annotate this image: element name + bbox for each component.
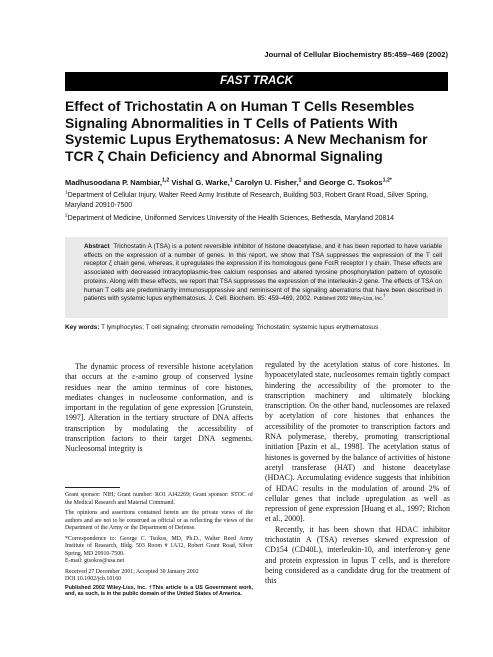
abstract bbox=[65, 237, 448, 304]
body-column-left bbox=[65, 362, 253, 455]
email-footnote: E-mail: gtsokos@usa.net bbox=[65, 558, 125, 564]
abstract-label: Abstract bbox=[84, 243, 110, 250]
author-name: and George C. Tsokos bbox=[301, 178, 383, 187]
author-affiliation-marker: 1,2 bbox=[382, 177, 390, 184]
grant-footnote: Grant sponsor: NIH; Grant number: RO1 AI42269; Grant sponsor: STOC of the Medical Research and Material Command. bbox=[65, 492, 253, 506]
received-date: Received 27 December 2001; Accepted 30 January 2002 bbox=[65, 568, 199, 575]
affiliations bbox=[65, 191, 445, 226]
publisher-note-mark: † bbox=[383, 293, 386, 299]
keywords-text: T lymphocytes; T cell signaling; chromatin remodeling; Trichostatin; systemic lupus erythematosus bbox=[101, 324, 379, 331]
body-paragraph: Recently, it has been shown that HDAC inhibitor trichostatin A (TSA) reverses skewed expression of CD154 (CD40L), interleukin-10, and interferon-γ gene and protein expression in lupus T cells, and is therefore being considered as a candidate drug for the treatment of this bbox=[265, 524, 450, 586]
body-column-right bbox=[265, 360, 450, 587]
author-name: Vishal G. Warke, bbox=[169, 178, 230, 187]
abstract-box bbox=[65, 237, 448, 318]
fast-track-banner: FAST TRACK bbox=[65, 72, 448, 91]
footnotes bbox=[65, 492, 253, 601]
corresponding-author-marker: * bbox=[389, 177, 392, 184]
affiliation-text: Department of Cellular Injury, Walter Reed Army Institute of Research, Building 503, Robert Grant Road, Silver Spring, Maryland 20910-7500 bbox=[65, 192, 429, 209]
keywords-label: Key words: bbox=[65, 324, 100, 331]
disclaimer-footnote: The opinions and assertions contained herein are the private views of the authors and are not to be construed as official or as reflecting the views of the Department of the Army or the Department of Defense. bbox=[65, 510, 253, 531]
affiliation bbox=[65, 191, 445, 211]
body-paragraph: The dynamic process of reversible histone acetylation that occurs at the ε-amino group of conserved lysine residues near the amino terminus of core histones, mediates changes in nucleosome conformation, and is important in the regulation of gene expression [Grunstein, 1997]. Alteration in the tertiary structure of DNA affects transcription by modulating the accessibility of transcription factors to their target DNA segments. Nucleosomal integrity is bbox=[65, 362, 253, 454]
article-title: Effect of Trichostatin A on Human T Cells Resembles Signaling Abnormalities in T Cells of Patients With Systemic Lupus Erythematosus: A New Mechanism for TCR ζ Chain Deficiency and Abnormal Signaling bbox=[65, 98, 428, 164]
author-name: Madhusoodana P. Nambiar, bbox=[65, 178, 162, 187]
author-affiliation-marker bbox=[383, 178, 392, 184]
author-list bbox=[65, 178, 455, 187]
journal-reference: Journal of Cellular Biochemistry 85:459–469 (2002) bbox=[264, 50, 448, 59]
correspondence-footnote: *Correspondence to: George C. Tsokos, MD, Ph.D., Walter Reed Army Institute of Research, Bldg. 503 Room # 1A32, Robert Grant Road, Silver Spring, MD 20910-7500. bbox=[65, 535, 253, 557]
keywords bbox=[65, 324, 448, 331]
author-affiliation-marker: 1,2 bbox=[161, 177, 170, 184]
footnote-divider bbox=[65, 487, 120, 488]
affiliation bbox=[65, 214, 445, 224]
body-paragraph: regulated by the acetylation status of core histones. In hypoacetylated state, nucleosomes remain tightly compact hindering the accessibility of the promoter to the transcription machinery and ultimately blocking transcription. On the other hand, nucleosomes are relaxed by acetylation of core histones that enhances the accessibility of the promoter to transcription factors and RNA polymerase, thereby, promoting transcriptional initiation [Pazin et al., 1998]. The acetylation status of histones is governed by the balance of activities of histone acetyl transferase (HAT) and histone deacetylase (HDAC). Accumulating evidence suggests that inhibition of HDAC results in the modulation of around 2% of cellular genes that include upregulation as well as repression of gene expression [Huang et al., 1997; Richon et al., 2000]. bbox=[265, 360, 450, 524]
author-affiliation-marker: 1 bbox=[229, 177, 233, 184]
author-name: Carolyn U. Fisher, bbox=[232, 178, 299, 187]
publisher-note: Published 2002 Wiley-Liss, Inc. bbox=[313, 296, 384, 303]
government-work-note: Published 2002 Wiley-Liss, Inc. †This article is a US Government work, and, as such, is in the public domain of the United States of America. bbox=[65, 584, 253, 598]
doi: DOI 10.1002/jcb.10160 bbox=[65, 576, 122, 582]
abstract-text: Trichostatin A (TSA) is a potent reversible inhibitor of histone deacetylase, and it has been reported to have variable effects on the expression of a number of genes. In this report, we show that TSA suppresses the expression of the T cell receptor ζ chain gene, whereas, it upregulates the expression if its homologous gene FcεR receptor I γ chain. These effects are associated with decreased intracytoplasmic-free calcium responses and altered tyrosine phosphorylation pattern of cytosolic proteins. Along with these effects, we report that TSA suppresses the expression of the interleukin-2 gene. The effects of TSA on human T cells are predominantly immunosuppressive and reminiscent of the signaling aberrations that have been described in patients with systemic lupus erythematosus. J. Cell. Biochem. 85: 459–469, 2002. bbox=[84, 243, 442, 303]
affiliation-number: 2 bbox=[65, 213, 68, 219]
affiliation-number: 1 bbox=[65, 190, 68, 196]
author-affiliation-marker: 1 bbox=[298, 177, 302, 184]
affiliation-text: Department of Medicine, Uniformed Services University of the Health Sciences, Bethesda, Maryland 20814 bbox=[67, 214, 395, 222]
